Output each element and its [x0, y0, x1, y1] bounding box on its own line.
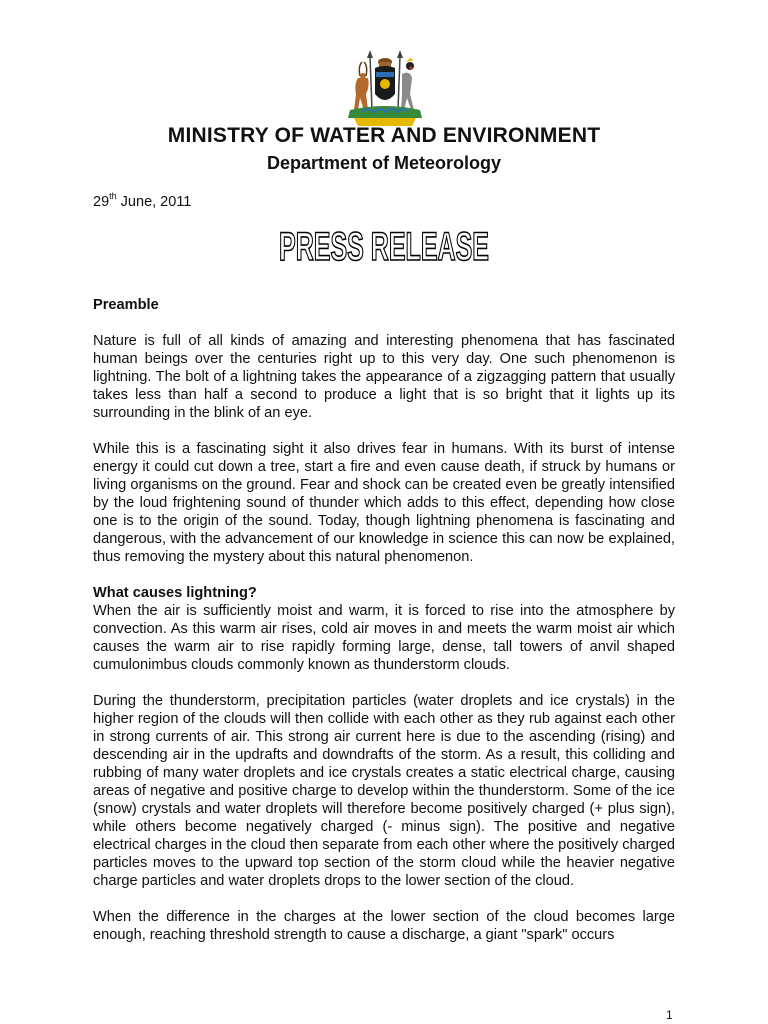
- date-ordinal-suffix: th: [109, 191, 117, 201]
- paragraph-4: During the thunderstorm, precipitation particles (water droplets and ice crystals) in the higher region of the clouds will then collide with each other as they rub against each other in strong currents of air. This strong air current here is due to the ascending (rising) and descending air in the updrafts and downdrafts of the storm. As a result, this colliding and rubbing of many water droplets and ice crystals creates a static electrical charge, causing areas of negative and positive charge to develop within the thunderstorm. Some of the ice (snow) crystals and water droplets will therefore become positively charged (+ plus sign), while others become negatively charged (- minus sign). The positive and negative electrical charges in the cloud then separate from each other where the positively charged particles moves to the upward top section of the storm cloud while the heavier negative charge particles and water droplets drops to the lower section of the cloud.: [93, 693, 675, 889]
- article-body: [93, 296, 675, 944]
- press-release-text: PRESS RELEASE: [279, 225, 489, 269]
- press-release-banner: [276, 222, 492, 269]
- date-rest: June, 2011: [116, 193, 192, 210]
- page-number: 1: [666, 1008, 673, 1022]
- preamble-heading: Preamble: [93, 297, 159, 313]
- paragraph-3: When the air is sufficiently moist and warm, it is forced to rise into the atmosphere by convection. As this warm air rises, cold air moves in and meets the warm moist air which causes the warm air to rise rapidly forming large, dense, tall towers of anvil shaped cumulonimbus clouds commonly known as thunderstorm clouds.: [93, 603, 675, 673]
- causes-heading: What causes lightning?: [93, 585, 257, 601]
- release-date: [93, 192, 191, 210]
- paragraph-1: Nature is full of all kinds of amazing and interesting phenomena that has fascinated human beings over the centuries right up to this very day. One such phenomenon is lightning. The bolt of a lightning takes the appearance of a zigzagging pattern that usually takes less than half a second to produce a light that is so bright that it lights up its surrounding in the blink of an eye.: [93, 333, 675, 421]
- paragraph-2: While this is a fascinating sight it also drives fear in humans. With its burst of intense energy it could cut down a tree, start a fire and even cause death, if struck by humans or living organisms on the ground. Fear and shock can be created even be greatly intensified by the loud frightening sound of thunder which adds to this effect, depending how close one is to the origin of the sound. Today, though lightning phenomena is fascinating and dangerous, with the advancement of our knowledge in science this can now be explained, thus removing the mystery about this natural phenomenon.: [93, 441, 675, 565]
- paragraph-5: When the difference in the charges at the lower section of the cloud becomes large enough, reaching threshold strength to cause a discharge, a giant "spark" occurs: [93, 909, 675, 943]
- coat-of-arms-emblem: [340, 48, 430, 128]
- department-title: Department of Meteorology: [266, 153, 502, 173]
- date-day: 29: [93, 193, 110, 210]
- ministry-title: MINISTRY OF WATER AND ENVIRONMENT: [167, 124, 601, 147]
